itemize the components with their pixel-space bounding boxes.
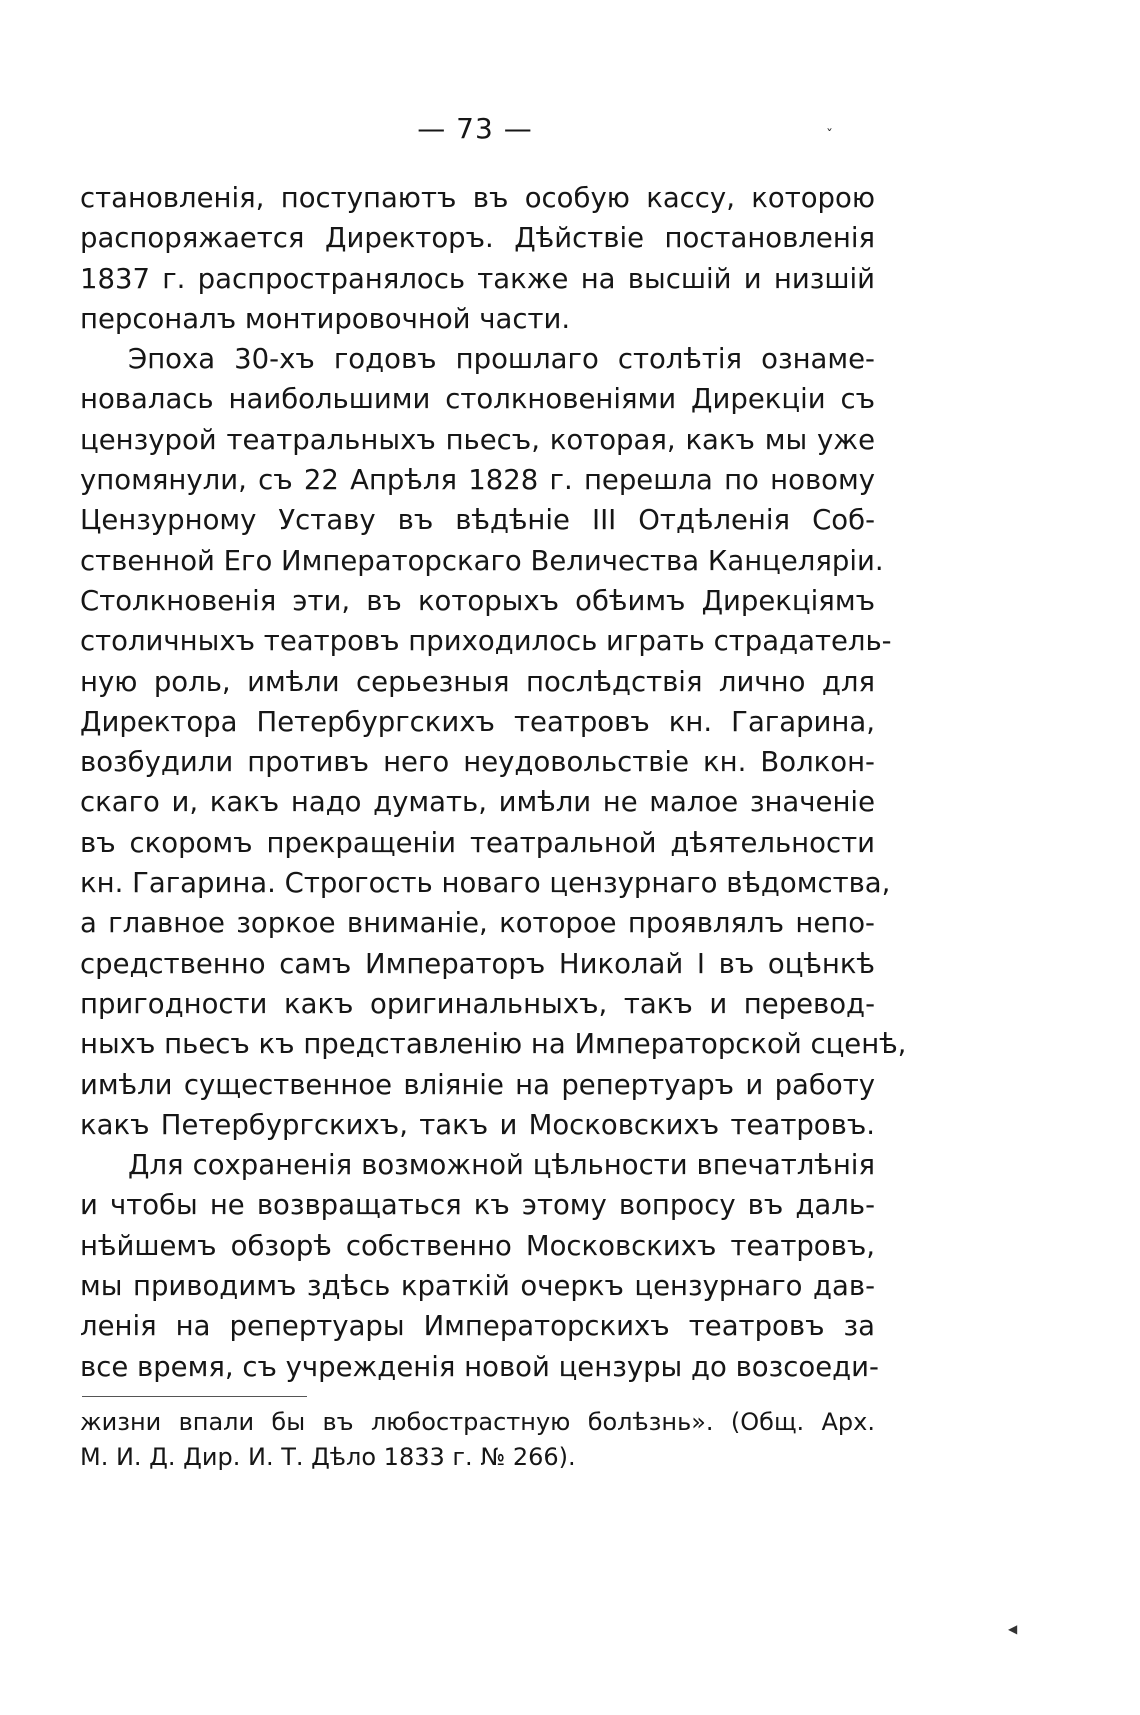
text-line: столичныхъ театровъ приходилось играть страдатель- bbox=[80, 625, 892, 658]
text-line: 1837 г. распространялось также на высшій и низшій bbox=[80, 262, 875, 295]
scan-arrow-mark-icon: ◀ bbox=[1008, 1622, 1018, 1636]
text-line: упомянули, съ 22 Апрѣля 1828 г. перешла по новому bbox=[80, 464, 875, 497]
text-line: Столкновенія эти, въ которыхъ обѣимъ Дирекціямъ bbox=[80, 584, 875, 617]
text-line: скаго и, какъ надо думать, имѣли не малое значеніе bbox=[80, 786, 875, 819]
text-line: распоряжается Директоръ. Дѣйствіе постановленія bbox=[80, 222, 875, 255]
text-line: персоналъ монтировочной части. bbox=[80, 302, 571, 335]
text-line: ственной Его Императорскаго Величества Канцеляріи. bbox=[80, 544, 884, 577]
paragraph-2 bbox=[80, 339, 907, 1145]
text-line: имѣли существенное вліяніе на репертуаръ и работу bbox=[80, 1068, 875, 1101]
page-number: — 73 — bbox=[417, 112, 533, 145]
text-line: новалась наибольшими столкновеніями Дирекціи съ bbox=[80, 383, 875, 416]
text-line: средственно самъ Императоръ Николай I въ оцѣнкѣ bbox=[80, 947, 875, 980]
footnote-line: М. И. Д. Дир. И. Т. Дѣло 1833 г. № 266). bbox=[80, 1443, 576, 1471]
footnote bbox=[80, 1405, 875, 1475]
text-line: Для сохраненія возможной цѣльности впечатлѣнія bbox=[128, 1149, 875, 1182]
paragraph-1 bbox=[80, 178, 875, 339]
text-line: мы приводимъ здѣсь краткій очеркъ цензурнаго дав- bbox=[80, 1270, 875, 1303]
text-line: и чтобы не возвращаться къ этому вопросу въ даль- bbox=[80, 1189, 875, 1222]
paragraph-3 bbox=[80, 1145, 879, 1387]
scan-speck-icon: ˇ bbox=[826, 128, 833, 144]
text-line: ленія на репертуары Императорскихъ театровъ за bbox=[80, 1310, 875, 1343]
text-line: какъ Петербургскихъ, такъ и Московскихъ театровъ. bbox=[80, 1108, 875, 1141]
text-line: а главное зоркое вниманіе, которое проявлялъ непо- bbox=[80, 907, 875, 940]
text-line: возбудили противъ него неудовольствіе кн. Волкон- bbox=[80, 746, 875, 779]
text-line: цензурой театральныхъ пьесъ, которая, какъ мы уже bbox=[80, 423, 875, 456]
text-line: все время, съ учрежденія новой цензуры до возсоеди- bbox=[80, 1350, 879, 1383]
text-line: ныхъ пьесъ къ представленію на Императорской сценѣ, bbox=[80, 1028, 907, 1061]
text-line: нѣйшемъ обзорѣ собственно Московскихъ театровъ, bbox=[80, 1229, 875, 1262]
body-text bbox=[80, 178, 907, 1387]
footnote-divider bbox=[82, 1396, 307, 1397]
text-line: ную роль, имѣли серьезныя послѣдствія лично для bbox=[80, 665, 875, 698]
text-line: Эпоха 30-хъ годовъ прошлаго столѣтія ознаме- bbox=[128, 343, 875, 376]
text-line: Цензурному Уставу въ вѣдѣніе III Отдѣленія Соб- bbox=[80, 504, 875, 537]
text-line: кн. Гагарина. Строгость новаго цензурнаго вѣдомства, bbox=[80, 867, 891, 900]
text-line: пригодности какъ оригинальныхъ, такъ и перевод- bbox=[80, 987, 875, 1020]
text-line: становленія, поступаютъ въ особую кассу, которою bbox=[80, 182, 875, 214]
text-line: Директора Петербургскихъ театровъ кн. Гагарина, bbox=[80, 705, 875, 738]
text-line: въ скоромъ прекращеніи театральной дѣятельности bbox=[80, 826, 875, 859]
footnote-line: жизни впали бы въ любострастную болѣзнь». (Общ. Арх. bbox=[80, 1408, 875, 1436]
